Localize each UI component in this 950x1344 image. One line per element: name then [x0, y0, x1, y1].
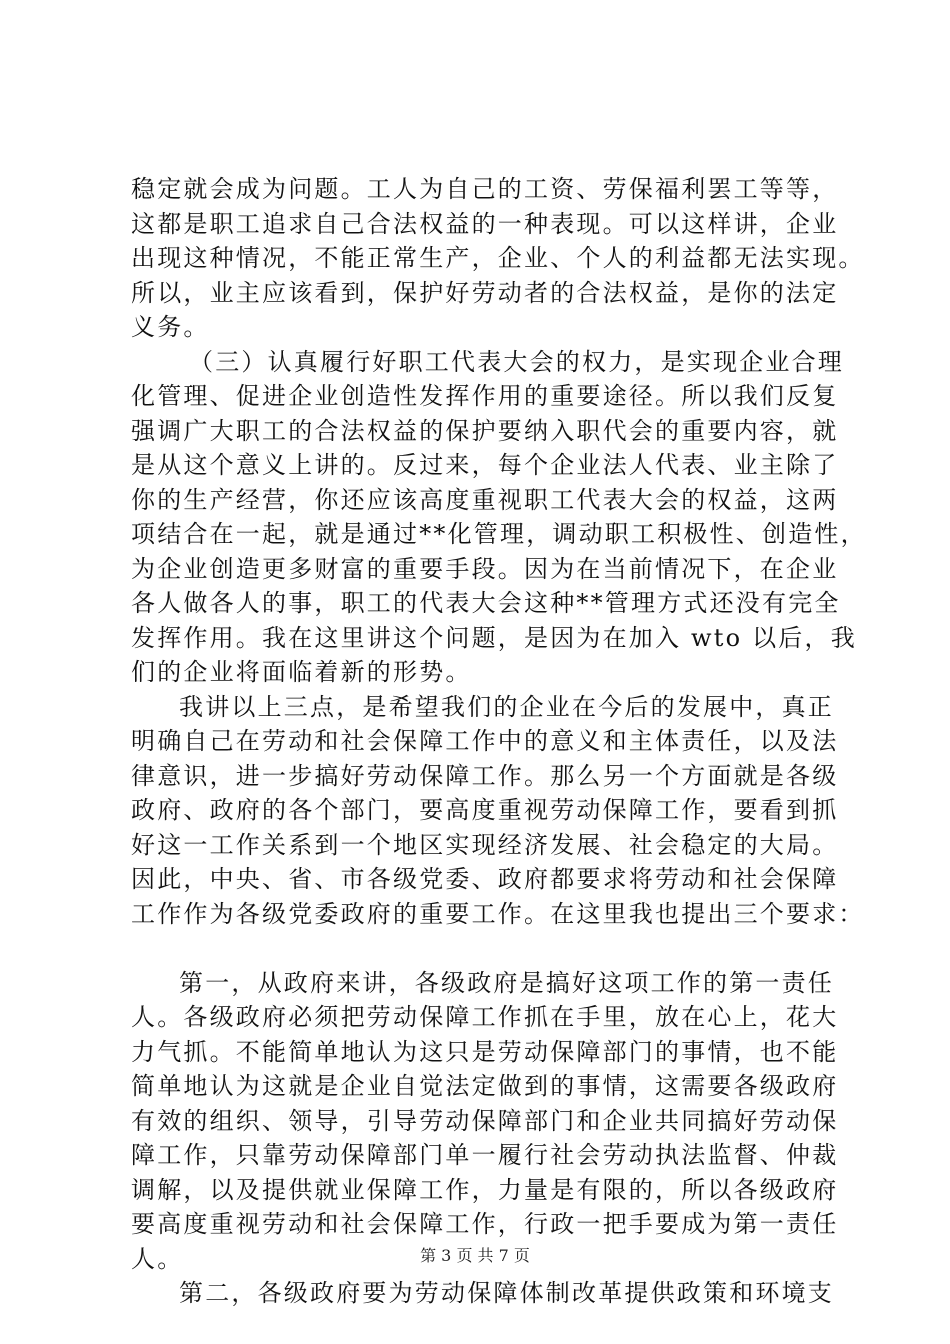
- paragraph-start-line: 第二，各级政府要为劳动保障体制改革提供政策和环境支: [179, 1279, 834, 1307]
- paragraph-start-line: 第一，从政府来讲，各级政府是搞好这项工作的第一责任: [179, 968, 834, 997]
- text-line: 为企业创造更多财富的重要手段。因为在当前情况下，在企业: [131, 554, 839, 583]
- text-line: 好这一工作关系到一个地区实现经济发展、社会稳定的大局。: [131, 830, 839, 859]
- paragraph-start-line: 我讲以上三点，是希望我们的企业在今后的发展中，真正: [179, 692, 834, 721]
- text-line: 律意识，进一步搞好劳动保障工作。那么另一个方面就是各级: [131, 761, 839, 790]
- text-line: 各人做各人的事，职工的代表大会这种**管理方式还没有完全: [131, 589, 841, 617]
- text-line: 项结合在一起，就是通过**化管理，调动职工积极性、创造性，: [131, 520, 867, 548]
- page-number: 第 3 页 共 7 页: [420, 1246, 530, 1265]
- text-line: 义务。: [131, 313, 210, 341]
- text-line: 你的生产经营，你还应该高度重视职工代表大会的权益，这两: [131, 485, 839, 514]
- page-footer: [0, 1246, 950, 1266]
- text-line: 这都是职工追求自己合法权益的一种表现。可以这样讲，企业: [131, 209, 839, 238]
- text-line: 调解，以及提供就业保障工作，力量是有限的，所以各级政府: [131, 1175, 839, 1204]
- text-line: 工作作为各级党委政府的重要工作。在这里我也提出三个要求：: [131, 899, 865, 928]
- text-line: 政府、政府的各个部门，要高度重视劳动保障工作，要看到抓: [131, 796, 839, 824]
- text-line: 稳定就会成为问题。工人为自己的工资、劳保福利罢工等等，: [131, 175, 839, 203]
- text-line: 是从这个意义上讲的。反过来，每个企业法人代表、业主除了: [131, 451, 839, 479]
- text-line: 强调广大职工的合法权益的保护要纳入职代会的重要内容，就: [131, 416, 839, 445]
- text-line: 人。各级政府必须把劳动保障工作抓在手里，放在心上，花大: [131, 1003, 839, 1031]
- paragraph-gap: [131, 931, 831, 966]
- text-line: 发挥作用。我在这里讲这个问题，是因为在加入 wto 以后，我: [131, 623, 857, 652]
- document-body: [131, 172, 867, 1311]
- text-line: 简单地认为这就是企业自觉法定做到的事情，这需要各级政府: [131, 1072, 839, 1100]
- text-line: 出现这种情况，不能正常生产，企业、个人的利益都无法实现。: [131, 244, 865, 272]
- text-line: 因此，中央、省、市各级党委、政府都要求将劳动和社会保障: [131, 865, 839, 893]
- text-line: 有效的组织、领导，引导劳动保障部门和企业共同搞好劳动保: [131, 1106, 839, 1135]
- text-line: 力气抓。不能简单地认为这只是劳动保障部门的事情，也不能: [131, 1037, 839, 1066]
- text-line: 要高度重视劳动和社会保障工作，行政一把手要成为第一责任: [131, 1210, 839, 1238]
- text-line: 所以，业主应该看到，保护好劳动者的合法权益，是你的法定: [131, 278, 839, 307]
- text-line: 人。: [131, 1244, 184, 1273]
- text-line: 化管理、促进企业创造性发挥作用的重要途径。所以我们反复: [131, 382, 839, 410]
- paragraph-start-line: （三）认真履行好职工代表大会的权力，是实现企业合理: [189, 347, 844, 376]
- text-line: 明确自己在劳动和社会保障工作中的意义和主体责任，以及法: [131, 727, 839, 755]
- text-line: 们的企业将面临着新的形势。: [131, 658, 472, 686]
- text-line: 障工作，只靠劳动保障部门单一履行社会劳动执法监督、仲裁: [131, 1141, 839, 1169]
